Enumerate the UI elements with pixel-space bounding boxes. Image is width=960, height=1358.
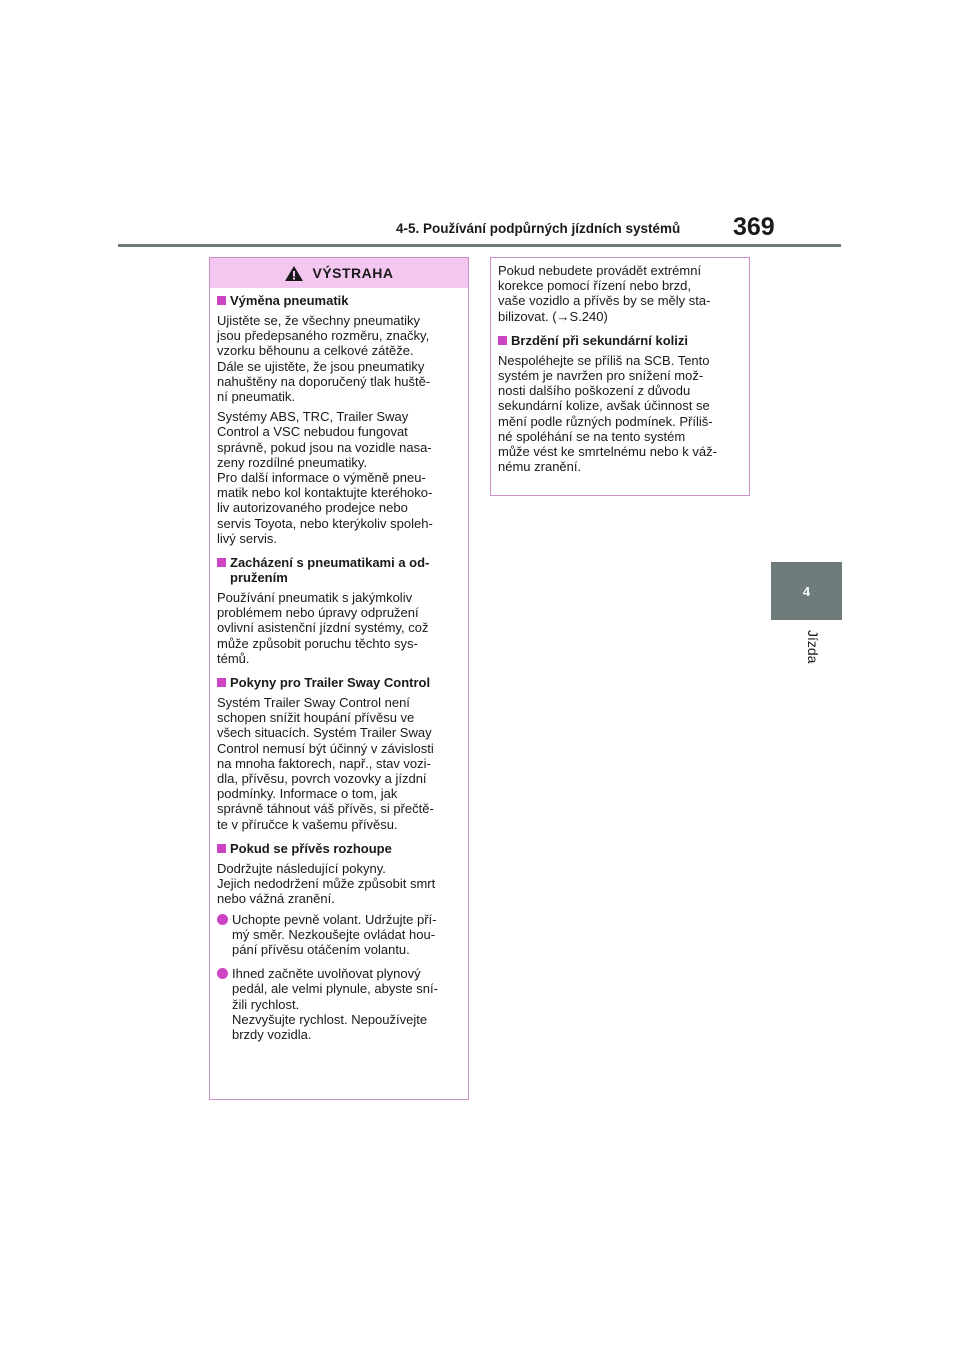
warning-box-left (209, 257, 469, 1100)
paragraph: Používání pneumatik s jakýmkoliv problémem nebo úpravy odpružení ovlivní asistenční jízdní systémy, což může způsobit poruchu těchto sys- témů. (217, 590, 429, 666)
paragraph: Systémy ABS, TRC, Trailer Sway Control a VSC nebudou fungovat správně, pokud jsou na vozidle nasa- zeny rozdílné pneumatiky. Pro další informace o výměně pneu- matik nebo kol kontaktujte kteréhoko- liv autorizovaného prodejce nebo servis Toyota, nebo kterýkoliv spoleh- livý servis. (217, 409, 433, 546)
square-bullet-icon (498, 336, 507, 345)
paragraph: Systém Trailer Sway Control není schopen snížit houpání přívěsu ve všech situacích. Systém Trailer Sway Control nemusí být účinný v závislosti na mnoha faktorech, např., stav vozi- dla, přívěsu, povrch vozovky a jízdní podmínky. Informace o tom, jak správně táhnout váš přívěs, si přečtě- te v příručce k vašemu přívěsu. (217, 695, 434, 832)
square-bullet-icon (217, 844, 226, 853)
paragraph: Ujistěte se, že všechny pneumatiky jsou předepsaného rozměru, značky, vzorku běhounu a celkové zátěže. Dále se ujistěte, že jsou pneumatiky nahuštěny na doporučený tlak huště- ní pneumatik. (217, 313, 431, 405)
section-heading: Brzdění při sekundární kolizi (498, 333, 742, 348)
square-bullet-icon (217, 558, 226, 567)
warning-title: VÝSTRAHA (312, 265, 394, 281)
chapter-tab[interactable] (771, 562, 842, 620)
square-bullet-icon (217, 296, 226, 305)
list-item: Ihned začněte uvolňovat plynový pedál, ale velmi plynule, abyste sní- žili rychlost. Nezvyšujte rychlost. Nepoužívejte brzdy vozidla. (217, 966, 461, 1042)
warning-header (210, 258, 468, 288)
list-item: Uchopte pevně volant. Udržujte pří- mý směr. Nezkoušejte ovládat hou- pání přívěsu otáčením volantu. (217, 912, 461, 958)
section-heading: Zacházení s pneumatikami a od- pružením (217, 555, 461, 585)
chapter-number: 4 (802, 583, 811, 599)
header-rule (118, 244, 841, 247)
circle-bullet-icon (217, 968, 228, 979)
warning-triangle-icon (284, 265, 304, 282)
chapter-label: Jízda (805, 630, 821, 664)
warning-box-right (490, 257, 750, 496)
section-title: 4-5. Používání podpůrných jízdních systémů (396, 221, 681, 236)
paragraph: Dodržujte následující pokyny. Jejich nedodržení může způsobit smrt nebo vážná zranění. (217, 860, 436, 907)
section-heading: Pokud se přívěs rozhoupe (217, 841, 461, 856)
paragraph: Pokud nebudete provádět extrémní korekce pomocí řízení nebo brzd, vaše vozidlo a přívěs by se měly sta- bilizovat. (→S.240) (498, 263, 711, 324)
paragraph: Nespoléhejte se příliš na SCB. Tento systém je navržen pro snížení mož- nosti dalšího poškození z důvodu sekundární kolize, avšak účinnost se mění podle různých podmínek. Příliš- né spoléhání se na tento systém může vést ke smrtelnému nebo k váž- nému zranění. (498, 352, 717, 475)
section-heading: Pokyny pro Trailer Sway Control (217, 675, 461, 690)
section-heading: Výměna pneumatik (217, 293, 461, 308)
circle-bullet-icon (217, 914, 228, 925)
page-number: 369 (733, 213, 775, 241)
square-bullet-icon (217, 678, 226, 687)
